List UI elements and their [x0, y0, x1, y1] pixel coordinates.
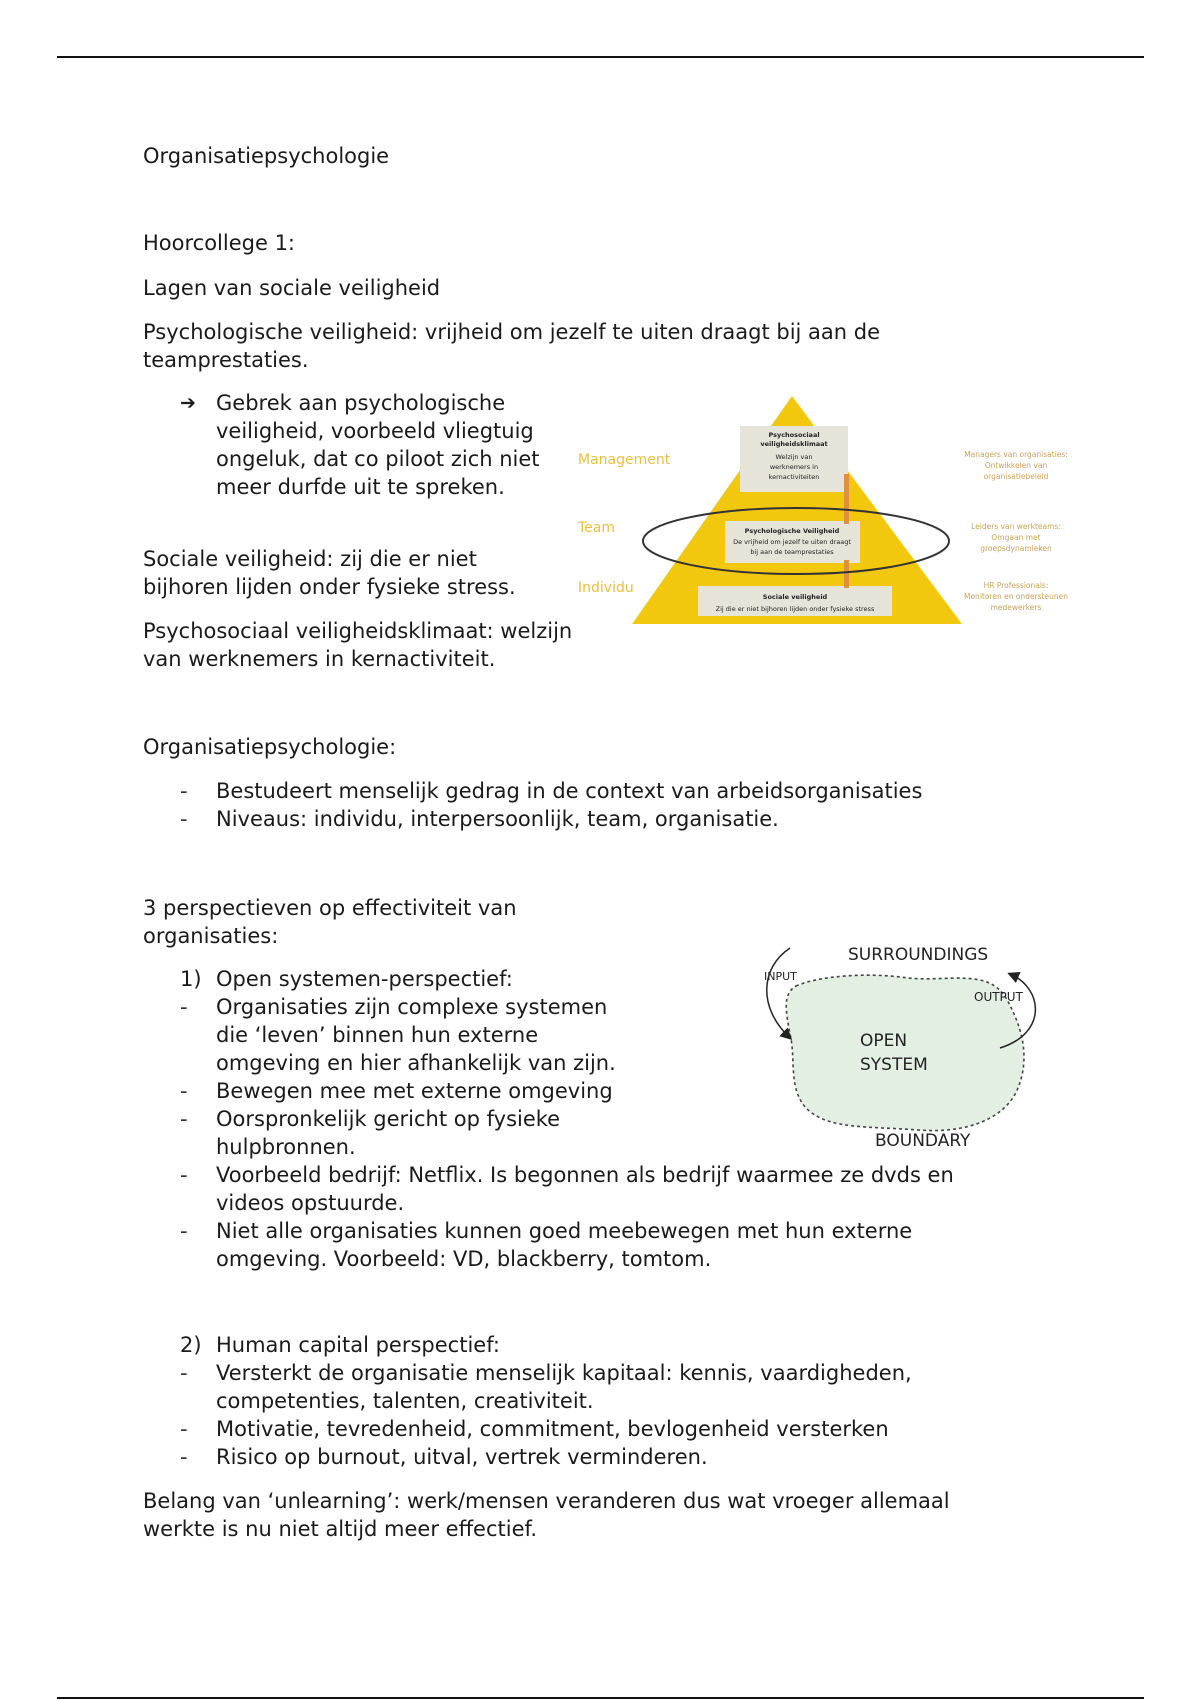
open-system-label: OPEN	[860, 1031, 908, 1051]
right-label-line: HR Professionals:	[983, 581, 1049, 590]
right-label-line: Monitoren en ondersteunen	[964, 592, 1068, 601]
list-item-text: Organisaties zijn complexe systemen die ‘leven’ binnen hun externe omgeving en hier afhankelijk van zijn.	[216, 995, 616, 1075]
pyramid-connector	[844, 560, 849, 588]
right-label-line: groepsdynamieken	[980, 544, 1052, 553]
list-item-text: Bestudeert menselijk gedrag in de context van arbeidsorganisaties	[216, 779, 923, 803]
right-label-line: Ontwikkelen van	[984, 461, 1048, 470]
footer-rule	[57, 1697, 1144, 1699]
open-system-diagram	[748, 938, 1048, 1160]
list-number: 1)	[180, 967, 202, 991]
right-label-line: organisatiebeleid	[983, 472, 1049, 481]
list-item-text: Niveaus: individu, interpersoonlijk, team, organisatie.	[216, 807, 779, 831]
perspectives-heading: 3 perspectieven op effectiviteit van organisaties:	[143, 896, 517, 948]
list-item-text: Niet alle organisaties kunnen goed meebewegen met hun externe omgeving. Voorbeeld: VD, blackberry, tomtom.	[216, 1219, 913, 1271]
boundary-label: BOUNDARY	[875, 1131, 971, 1151]
top-box-line: werknemers in	[769, 463, 819, 471]
pyramid-label-individu: Individu	[578, 580, 634, 596]
list-item-text: Bewegen mee met externe omgeving	[216, 1079, 613, 1103]
bottom-box-line: Sociale veiligheid	[762, 593, 828, 601]
mid-box-line: bij aan de teamprestaties	[750, 548, 834, 556]
bottom-box-line: Zij die er niet bijhoren lijden onder fysieke stress	[715, 605, 875, 613]
dash-bullet: -	[180, 1107, 188, 1131]
psych-safety-definition: Psychologische veiligheid: vrijheid om jezelf te uiten draagt bij aan de teamprestaties.	[143, 320, 881, 372]
top-box-line: veiligheidsklimaat	[760, 440, 828, 448]
dash-bullet: -	[180, 1163, 188, 1187]
dash-bullet: -	[180, 1079, 188, 1103]
top-box-line: Psychosociaal	[768, 431, 820, 439]
header-rule	[57, 56, 1144, 58]
arrow-item-text: Gebrek aan psychologische veiligheid, voorbeeld vliegtuig ongeluk, dat co piloot zich niet meer durfde uit te spreken.	[216, 391, 540, 499]
dash-bullet: -	[180, 1417, 188, 1441]
input-arrow-icon	[767, 948, 790, 1038]
top-box-line: kernactiviteiten	[768, 473, 820, 481]
safety-layers-pyramid	[570, 388, 1090, 628]
perspective-title-text: Open systemen-perspectief:	[216, 967, 513, 991]
dash-bullet: -	[180, 807, 188, 831]
mid-box-line: Psychologische Veiligheid	[744, 527, 840, 535]
pyramid-label-team: Team	[578, 520, 616, 536]
dash-bullet: -	[180, 1445, 188, 1469]
list-item-text: Oorspronkelijk gericht op fysieke hulpbronnen.	[216, 1107, 561, 1159]
social-safety-definition: Sociale veiligheid: zij die er niet bijhoren lijden onder fysieke stress.	[143, 547, 516, 599]
open-system-label: SYSTEM	[860, 1055, 928, 1075]
list-item-text: Versterkt de organisatie menselijk kapitaal: kennis, vaardigheden, competenties, talenten, creativiteit.	[216, 1361, 912, 1413]
doc-title: Organisatiepsychologie	[143, 144, 390, 168]
list-item-text: Risico op burnout, uitval, vertrek verminderen.	[216, 1445, 708, 1469]
list-item-text: Motivatie, tevredenheid, commitment, bevlogenheid versterken	[216, 1417, 889, 1441]
list-item-text: Voorbeeld bedrijf: Netflix. Is begonnen als bedrijf waarmee ze dvds en videos opstuurde.	[216, 1163, 954, 1215]
right-label-line: medewerkers	[990, 603, 1042, 612]
mid-box-line: De vrijheid om jezelf te uiten draagt	[733, 538, 851, 546]
pyramid-connector	[844, 474, 849, 524]
arrow-bullet-icon: ➔	[180, 392, 196, 414]
top-box-line: Welzijn van	[775, 453, 813, 461]
lecture-heading: Hoorcollege 1:	[143, 231, 296, 255]
layers-heading: Lagen van sociale veiligheid	[143, 276, 441, 300]
dash-bullet: -	[180, 995, 188, 1019]
dash-bullet: -	[180, 1361, 188, 1385]
right-label-line: Leiders van werkteams:	[971, 522, 1061, 531]
org-psych-heading: Organisatiepsychologie:	[143, 735, 397, 759]
unlearning-paragraph: Belang van ‘unlearning’: werk/mensen veranderen dus wat vroeger allemaal werkte is nu niet altijd meer effectief.	[143, 1489, 950, 1541]
psychosocial-climate-definition: Psychosociaal veiligheidsklimaat: welzijn van werknemers in kernactiviteit.	[143, 619, 573, 671]
right-label-line: Managers van organisaties:	[964, 450, 1068, 459]
surroundings-label: SURROUNDINGS	[848, 945, 989, 965]
input-label: INPUT	[764, 970, 797, 983]
dash-bullet: -	[180, 779, 188, 803]
pyramid-label-management: Management	[578, 452, 671, 468]
output-label: OUTPUT	[974, 990, 1023, 1004]
list-number: 2)	[180, 1333, 202, 1357]
right-label-line: Omgaan met	[991, 533, 1041, 542]
perspective-title-text: Human capital perspectief:	[216, 1333, 500, 1357]
dash-bullet: -	[180, 1219, 188, 1243]
